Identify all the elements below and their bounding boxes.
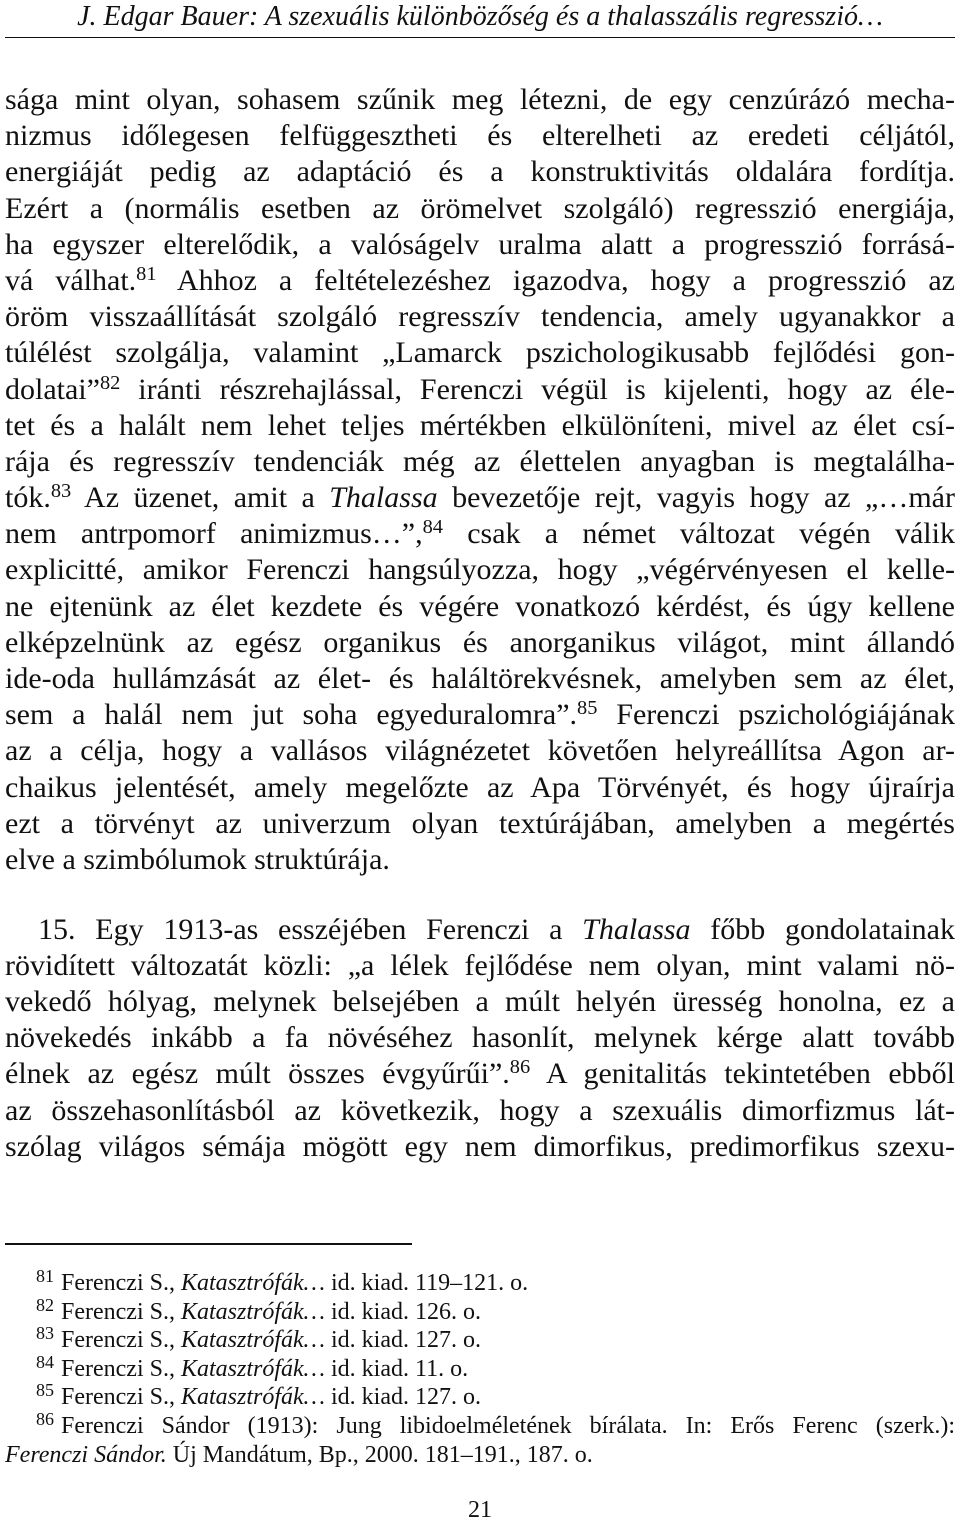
text-run: iránti részrehajlással, Ferenczi végül is kijelenti, hogy az éle- — [120, 372, 955, 406]
text-run: nem antrpomorf animizmus…”, — [5, 517, 423, 551]
text-run: vekedő hólyag, melynek belsejében a múlt helyén üresség honolna, ez a — [5, 985, 955, 1019]
text-run: elképzelnünk az egész organikus és anorganikus világot, mint állandó — [5, 625, 955, 659]
text-run: élnek az egész múlt összes évgyűrűi”. — [5, 1057, 510, 1091]
text-run: növekedés inkább a fa növéséhez hasonlít, melynek kérge alatt tovább — [5, 1021, 955, 1055]
text-run: ne ejtenünk az élet kezdete és végére vonatkozó kérdést, és úgy kellene — [5, 589, 955, 623]
text-run: főbb gondolatainak — [690, 912, 955, 946]
footnote — [5, 1323, 955, 1355]
text-run: elve a szimbólumok struktúrája. — [5, 842, 390, 876]
footnote-line — [5, 1380, 955, 1412]
text-line — [5, 1056, 955, 1092]
text-run: 15. Egy 1913-as esszéjében Ferenczi a — [38, 912, 583, 946]
text-line — [5, 335, 955, 371]
footnote-number: 83 — [36, 1323, 54, 1344]
page-number: 21 — [468, 1497, 492, 1523]
text-line — [5, 552, 955, 588]
text-line — [5, 770, 955, 806]
text-run: id. kiad. 11. o. — [325, 1355, 469, 1382]
text-line — [5, 589, 955, 625]
text-run: explicitté, amikor Ferenczi hangsúlyozza, hogy „végérvényesen el kelle- — [5, 553, 955, 587]
text-run: rája és regresszív tendenciák még az élettelen anyagban is megtalálha- — [5, 444, 955, 478]
text-line — [5, 625, 955, 661]
footnote-reference: 84 — [422, 516, 443, 539]
text-run: A genitalitás tekintetében ebből — [530, 1057, 955, 1091]
footnote-reference: 81 — [136, 262, 157, 285]
text-line — [5, 1020, 955, 1056]
footnote — [5, 1294, 955, 1327]
text-run: id. kiad. 127. o. — [325, 1384, 481, 1411]
footnote-reference: 85 — [577, 697, 598, 719]
text-run: tók. — [5, 481, 51, 515]
text-run: az összehasonlításból az következik, hogy a szexuális dimorfizmus lát- — [5, 1093, 955, 1127]
footnote — [5, 1265, 955, 1298]
text-run: rövidített változatát közli: „a lélek fejlődése nem olyan, mint valami nö- — [5, 948, 955, 982]
text-run: dolatai” — [5, 372, 100, 406]
text-run: Ferenczi S., — [61, 1270, 181, 1296]
footnote — [5, 1351, 955, 1384]
text-run: ezt a törvényt az univerzum olyan textúrájában, amelyben a megértés — [5, 806, 955, 840]
footnote-number: 81 — [36, 1265, 54, 1286]
text-run: sem a halál nem jut soha egyeduralomra”. — [5, 698, 578, 732]
text-run: Ezért a (normális esetben az örömelvet szolgáló) regresszió energiája, — [5, 191, 955, 225]
footnote-reference: 82 — [99, 371, 121, 394]
italic-text: Katasztrófák… — [180, 1355, 325, 1382]
text-run: Ferenczi S., — [61, 1355, 181, 1382]
text-line — [5, 408, 955, 444]
text-run: tet és a halált nem lehet teljes mértékben elkülöníteni, mivel az élet csí- — [5, 408, 955, 442]
text-line — [5, 444, 955, 480]
text-line — [5, 697, 955, 733]
footnote-reference: 86 — [509, 1056, 531, 1079]
running-title: J. Edgar Bauer: A szexuális különbözőség és a thalasszális regresszió… — [77, 1, 883, 32]
text-run: Új Mandátum, Bp., 2000. 181–191., 187. o. — [166, 1441, 593, 1468]
text-line — [5, 733, 955, 769]
italic-text: Thalassa — [329, 481, 438, 515]
text-line — [5, 806, 955, 842]
text-run: id. kiad. 127. o. — [325, 1327, 481, 1354]
text-line — [5, 480, 955, 516]
footnote — [5, 1380, 955, 1412]
body-text — [5, 82, 955, 1165]
text-run: sága mint olyan, sohasem szűnik meg létezni, de egy cenzúrázó mecha- — [5, 83, 955, 116]
text-line — [5, 154, 955, 190]
running-header — [0, 0, 960, 36]
text-line — [5, 1129, 955, 1165]
text-run: energiáját pedig az adaptáció és a konstruktivitás oldalára fordítja. — [5, 155, 955, 189]
text-run: csak a német változat végén válik — [442, 517, 955, 551]
text-run: Az üzenet, amit a — [71, 481, 330, 515]
italic-text: Thalassa — [582, 912, 691, 946]
text-line — [5, 227, 955, 263]
text-line — [5, 299, 955, 335]
text-run: túlélést szolgálja, valamint „Lamarck pszichologikusabb fejlődési gon- — [5, 336, 955, 370]
italic-text: Katasztrófák… — [180, 1327, 325, 1354]
footnote-line — [5, 1441, 955, 1470]
text-run: ha egyszer elterelődik, a valóságelv uralma alatt a progresszió forrásá- — [5, 227, 955, 261]
text-run: Ferenczi pszichológiájának — [597, 698, 955, 732]
text-line — [5, 191, 955, 227]
footnote-line — [5, 1351, 955, 1384]
text-run: nizmus időlegesen felfüggesztheti és elterelheti az eredeti céljától, — [5, 119, 955, 153]
text-line — [5, 948, 955, 984]
footnote-number: 86 — [36, 1408, 54, 1429]
text-run: az a célja, hogy a vallásos világnézetet követően helyreállítsa Agon ar- — [5, 734, 955, 768]
text-line — [5, 82, 955, 118]
text-run: id. kiad. 119–121. o. — [325, 1270, 529, 1296]
text-run: Ferenczi S., — [61, 1384, 181, 1411]
footnote-number: 84 — [36, 1351, 54, 1372]
text-line — [5, 984, 955, 1020]
text-line — [5, 842, 955, 878]
footnote-number: 85 — [36, 1380, 54, 1401]
italic-text: Katasztrófák… — [180, 1298, 325, 1325]
text-run: chaikus jelentését, amely megelőzte az Apa Törvényét, és hogy újraírja — [5, 770, 955, 804]
footnote-rule — [5, 1243, 412, 1245]
text-run: Ferenczi S., — [61, 1327, 181, 1354]
footnote — [5, 1408, 955, 1469]
text-run: Ahhoz a feltételezéshez igazodva, hogy a progresszió az — [156, 263, 955, 297]
text-line — [5, 516, 955, 552]
text-run: ide-oda hullámzását az élet- és haláltörekvésnek, amelyben sem az élet, — [5, 662, 955, 695]
italic-text: Ferenczi Sándor. — [5, 1441, 167, 1468]
text-run: Ferenczi S., — [61, 1298, 181, 1325]
italic-text: Katasztrófák… — [180, 1384, 325, 1411]
italic-text: Katasztrófák… — [180, 1270, 325, 1296]
text-run: bevezetője rejt, vagyis hogy az „…már — [437, 481, 955, 515]
text-run: öröm visszaállítását szolgáló regresszív tendencia, amely ugyanakkor a — [5, 300, 955, 334]
text-run: szólag világos sémája mögött egy nem dimorfikus, predimorfikus szexu- — [5, 1129, 955, 1163]
header-rule — [5, 37, 955, 38]
paragraph-2 — [5, 912, 955, 1165]
footnote-line — [5, 1294, 955, 1327]
text-run: id. kiad. 126. o. — [325, 1298, 481, 1325]
text-line — [5, 661, 955, 697]
footnote-line — [5, 1265, 955, 1298]
footnote-line — [5, 1408, 955, 1441]
footnote-reference: 83 — [50, 479, 72, 502]
text-line — [5, 372, 955, 408]
text-line — [5, 263, 955, 299]
text-run: vá válhat. — [5, 263, 137, 297]
footnote-number: 82 — [36, 1294, 54, 1315]
text-line — [5, 118, 955, 154]
text-line — [5, 1093, 955, 1129]
footnotes — [5, 1265, 955, 1469]
text-run: Ferenczi Sándor (1913): Jung libidoelméletének bírálata. In: Erős Ferenc (szerk.): — [61, 1412, 955, 1439]
paragraph-1 — [5, 82, 955, 878]
text-line — [5, 912, 955, 948]
footnote-line — [5, 1323, 955, 1355]
